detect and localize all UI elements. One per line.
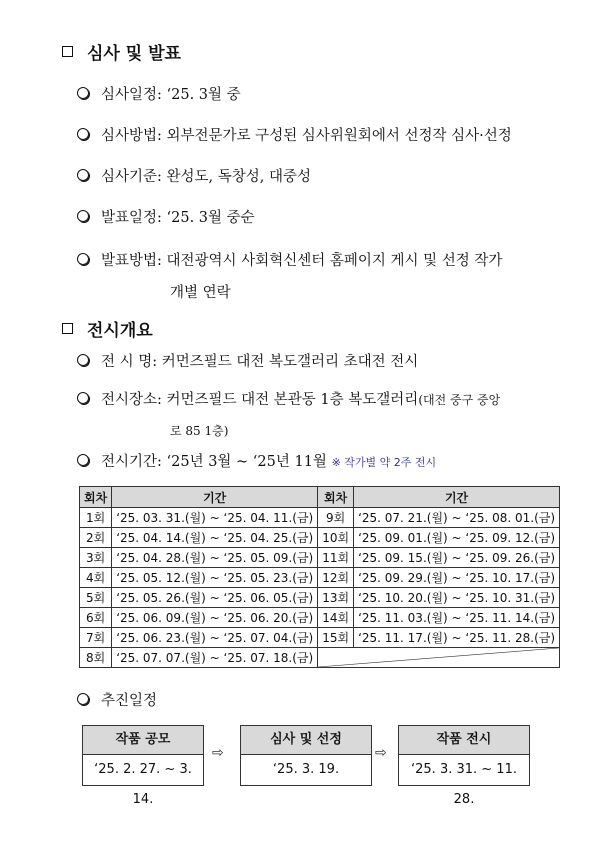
round-cell: 9회 <box>318 508 354 528</box>
period-cell: ‘25. 09. 29.(월) ~ ‘25. 10. 17.(금) <box>354 568 560 588</box>
round-cell: 6회 <box>80 608 112 628</box>
period-cell: ‘25. 03. 31.(월) ~ ‘25. 04. 11.(금) <box>112 508 318 528</box>
round-cell: 13회 <box>318 588 354 608</box>
review-item-method: 심사방법: 외부전문가로 구성된 심사위원회에서 선정작 심사·선정 <box>77 126 512 146</box>
period-cell: ‘25. 09. 15.(월) ~ ‘25. 09. 26.(금) <box>354 548 560 568</box>
round-cell: 2회 <box>80 528 112 548</box>
circle-bullet-icon <box>77 454 89 466</box>
circle-bullet-icon <box>77 693 89 705</box>
period-cell: ‘25. 09. 01.(월) ~ ‘25. 09. 12.(금) <box>354 528 560 548</box>
review-item-announce-date: 발표일정: ‘25. 3월 중순 <box>77 208 255 228</box>
table-row <box>80 508 560 528</box>
round-cell: 12회 <box>318 568 354 588</box>
period-cell: ‘25. 11. 17.(월) ~ ‘25. 11. 28.(금) <box>354 628 560 648</box>
round-cell: 10회 <box>318 528 354 548</box>
header-period: 기간 <box>112 487 318 508</box>
review-item-criteria: 심사기준: 완성도, 독창성, 대중성 <box>77 167 311 187</box>
section-heading-exhibition: 전시개요 <box>62 316 153 341</box>
period-cell: ‘25. 04. 14.(월) ~ ‘25. 04. 25.(금) <box>112 528 318 548</box>
schedule-step-exhibit <box>398 725 530 807</box>
period-cell: ‘25. 06. 23.(월) ~ ‘25. 07. 04.(금) <box>112 628 318 648</box>
header-round: 회차 <box>318 487 354 508</box>
round-cell: 1회 <box>80 508 112 528</box>
period-cell: ‘25. 06. 09.(월) ~ ‘25. 06. 20.(금) <box>112 608 318 628</box>
period-cell: ‘25. 05. 12.(월) ~ ‘25. 05. 23.(금) <box>112 568 318 588</box>
section-heading-review: 심사 및 발표 <box>62 39 181 64</box>
table-row <box>80 648 560 668</box>
empty-diagonal-cell <box>318 648 560 668</box>
schedule-step-review <box>240 725 372 786</box>
period-cell: ‘25. 07. 21.(월) ~ ‘25. 08. 01.(금) <box>354 508 560 528</box>
circle-bullet-icon <box>77 210 89 222</box>
circle-bullet-icon <box>77 392 89 404</box>
circle-bullet-icon <box>77 87 89 99</box>
review-item-announce-method: 발표방법: 대전광역시 사회혁신센터 홈페이지 게시 및 선정 작가 <box>77 251 502 271</box>
square-bullet-icon <box>62 323 73 334</box>
step-title: 작품 공모 <box>83 726 203 755</box>
round-cell: 7회 <box>80 628 112 648</box>
exhibition-name: 전 시 명: 커먼즈필드 대전 복도갤러리 초대전 전시 <box>77 352 418 372</box>
period-cell: ‘25. 07. 07.(월) ~ ‘25. 07. 18.(금) <box>112 648 318 668</box>
period-note: ※ 작가별 약 2주 전시 <box>331 456 437 469</box>
diagonal-line <box>318 648 559 667</box>
exhibition-place-cont: 로 85 1층) <box>170 424 229 438</box>
round-cell: 11회 <box>318 548 354 568</box>
table-header-row <box>80 487 560 508</box>
table-row <box>80 548 560 568</box>
period-cell: ‘25. 04. 28.(월) ~ ‘25. 05. 09.(금) <box>112 548 318 568</box>
exhibition-place: 전시장소: 커먼즈필드 대전 본관동 1층 복도갤러리(대전 중구 중앙 <box>77 390 500 410</box>
step-date: ‘25. 3. 19. <box>272 762 340 777</box>
schedule-step-contest <box>82 725 204 807</box>
schedule-heading: 추진일정 <box>77 691 157 711</box>
round-cell: 8회 <box>80 648 112 668</box>
circle-bullet-icon <box>77 128 89 140</box>
round-cell: 15회 <box>318 628 354 648</box>
round-cell: 4회 <box>80 568 112 588</box>
square-bullet-icon <box>62 46 73 57</box>
period-cell: ‘25. 10. 20.(월) ~ ‘25. 10. 31.(금) <box>354 588 560 608</box>
period-cell: ‘25. 05. 26.(월) ~ ‘25. 06. 05.(금) <box>112 588 318 608</box>
table-row <box>80 628 560 648</box>
review-item-announce-method-cont: 개별 연락 <box>170 285 231 301</box>
round-cell: 3회 <box>80 548 112 568</box>
circle-bullet-icon <box>77 253 89 265</box>
right-arrow-icon: ⇨ <box>212 745 224 761</box>
step-date: ‘25. 2. 27. ~ 3. 14. <box>94 762 192 807</box>
circle-bullet-icon <box>77 354 89 366</box>
exhibition-schedule-table <box>79 486 560 668</box>
exhibition-period: 전시기간: ‘25년 3월 ~ ‘25년 11월 ※ 작가별 약 2주 전시 <box>77 452 436 473</box>
header-period: 기간 <box>354 487 560 508</box>
step-title: 작품 전시 <box>399 726 529 755</box>
table-row <box>80 568 560 588</box>
table-row <box>80 588 560 608</box>
header-round: 회차 <box>80 487 112 508</box>
review-item-schedule: 심사일정: ‘25. 3월 중 <box>77 85 241 105</box>
step-title: 심사 및 선정 <box>241 726 371 755</box>
round-cell: 14회 <box>318 608 354 628</box>
right-arrow-icon: ⇨ <box>375 745 387 761</box>
round-cell: 5회 <box>80 588 112 608</box>
table-row <box>80 608 560 628</box>
circle-bullet-icon <box>77 169 89 181</box>
table-row <box>80 528 560 548</box>
step-date: ‘25. 3. 31. ~ 11. 28. <box>411 762 517 807</box>
period-cell: ‘25. 11. 03.(월) ~ ‘25. 11. 14.(금) <box>354 608 560 628</box>
